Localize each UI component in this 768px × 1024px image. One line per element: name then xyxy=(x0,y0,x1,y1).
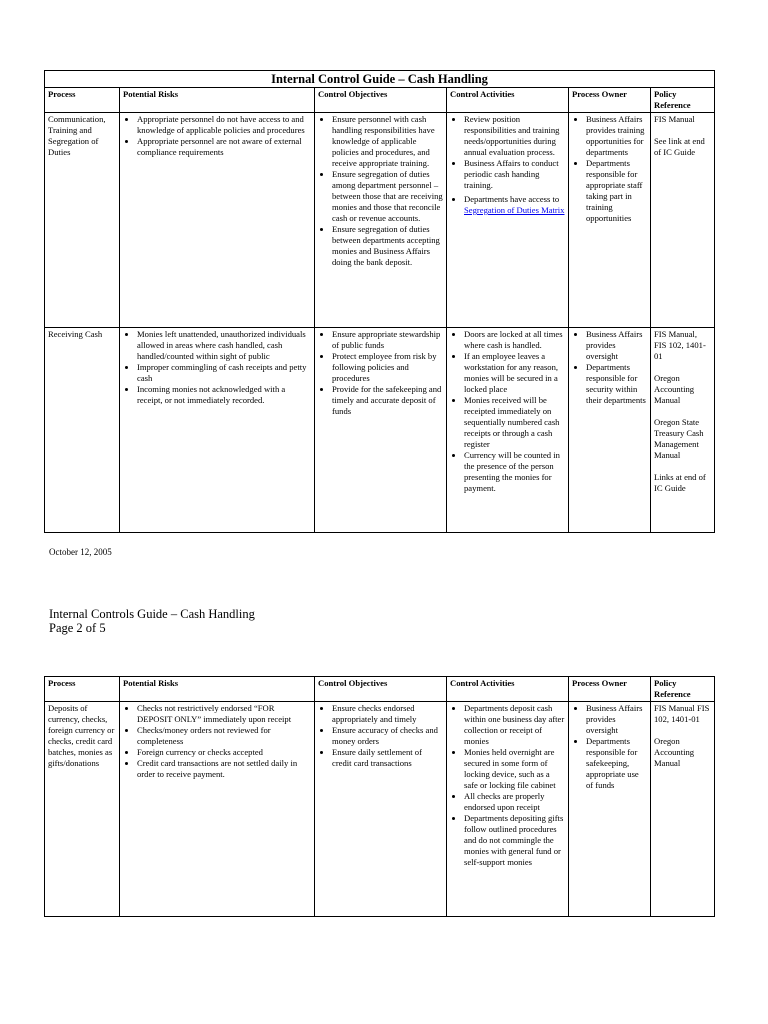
list-item: • Improper commingling of cash receipts and petty cash xyxy=(137,362,311,384)
table-title-row xyxy=(45,71,715,88)
list-item: • Departments responsible for appropriate staff taking part in training opportunities xyxy=(586,158,647,224)
objectives-cell xyxy=(315,113,447,328)
table-row xyxy=(45,328,715,533)
activities-cell xyxy=(447,702,569,917)
process-cell: Receiving Cash xyxy=(45,328,120,533)
segregation-matrix-link[interactable]: Segregation of Duties Matrix xyxy=(464,205,565,215)
policy-cell xyxy=(651,113,715,328)
risks-cell xyxy=(120,328,315,533)
list-item: • Currency will be counted in the presence of the person presenting the monies for payment. xyxy=(464,450,565,494)
column-header-process: Process xyxy=(45,677,120,702)
list-item: • Provide for the safekeeping and timely and accurate deposit of funds xyxy=(332,384,443,417)
objectives-cell xyxy=(315,702,447,917)
list-item: • Monies left unattended, unauthorized individuals allowed in areas where cash handled, cash handled/counted within sight of public xyxy=(137,329,311,362)
risks-cell xyxy=(120,113,315,328)
column-header-policy: Policy Reference xyxy=(651,88,715,113)
list-item: • Departments responsible for security within their departments xyxy=(586,362,647,406)
list-item: • Credit card transactions are not settled daily in order to receive payment. xyxy=(137,758,311,780)
document-date: October 12, 2005 xyxy=(49,547,112,557)
list-item: • Foreign currency or checks accepted xyxy=(137,747,311,758)
list-item: • Doors are locked at all times where cash is handled. xyxy=(464,329,565,351)
activities-cell xyxy=(447,328,569,533)
list-item: • Business Affairs provides oversight xyxy=(586,703,647,736)
owner-cell xyxy=(569,702,651,917)
list-item: • Review position responsibilities and training needs/opportunities during annual evaluation process. xyxy=(464,114,565,158)
owner-cell xyxy=(569,113,651,328)
list-item: • Ensure appropriate stewardship of public funds xyxy=(332,329,443,351)
column-header-risks: Potential Risks xyxy=(120,88,315,113)
policy-cell xyxy=(651,328,715,533)
list-item: • Ensure segregation of duties between departments accepting monies and Business Affairs doing the bank deposit. xyxy=(332,224,443,268)
list-item: • Departments depositing gifts follow outlined procedures and do not commingle the monies with general fund or self-support monies xyxy=(464,813,565,868)
list-item: • Monies held overnight are secured in some form of locking device, such as a safe or locking file cabinet xyxy=(464,747,565,791)
list-item: • Ensure daily settlement of credit card transactions xyxy=(332,747,443,769)
policy-line: FIS Manual, FIS 102, 1401-01 xyxy=(654,329,706,361)
table-header-row xyxy=(45,88,715,113)
list-item: • Business Affairs provides training opportunities for departments xyxy=(586,114,647,158)
list-item: • Appropriate personnel do not have access to and knowledge of applicable policies and procedures xyxy=(137,114,311,136)
process-cell: Deposits of currency, checks, foreign currency or checks, credit card batches, monies as gifts/donations xyxy=(45,702,120,917)
policy-line: Links at end of IC Guide xyxy=(654,472,706,493)
list-item: • Monies received will be receipted immediately on sequentially numbered cash receipts or through a cash register xyxy=(464,395,565,450)
column-header-activities: Control Activities xyxy=(447,677,569,702)
list-item: • Ensure personnel with cash handling responsibilities have knowledge of applicable policies and procedures, and receive appropriate training. xyxy=(332,114,443,169)
matrix-link-prefix: Departments have access to xyxy=(464,194,560,204)
list-item: • Appropriate personnel are not aware of external compliance requirements xyxy=(137,136,311,158)
control-guide-table-2 xyxy=(44,676,715,917)
table-header-row xyxy=(45,677,715,702)
list-item: • Business Affairs provides oversight xyxy=(586,329,647,362)
table-row xyxy=(45,702,715,917)
column-header-process: Process xyxy=(45,88,120,113)
list-item: • Ensure checks endorsed appropriately and timely xyxy=(332,703,443,725)
policy-line: See link at end of IC Guide xyxy=(654,136,705,157)
table-title: Internal Control Guide – Cash Handling xyxy=(45,71,715,88)
list-item xyxy=(464,194,565,216)
list-item: • Checks not restrictively endorsed “FOR DEPOSIT ONLY” immediately upon receipt xyxy=(137,703,311,725)
running-header-title: Internal Controls Guide – Cash Handling xyxy=(49,607,255,621)
activities-cell xyxy=(447,113,569,328)
list-item: • Business Affairs to conduct periodic cash handing training. xyxy=(464,158,565,191)
policy-line: Oregon State Treasury Cash Management Manual xyxy=(654,417,704,460)
table-row xyxy=(45,113,715,328)
column-header-objectives: Control Objectives xyxy=(315,88,447,113)
list-item: • Ensure accuracy of checks and money orders xyxy=(332,725,443,747)
list-item: • Departments responsible for safekeeping, appropriate use of funds xyxy=(586,736,647,791)
risks-cell xyxy=(120,702,315,917)
column-header-owner: Process Owner xyxy=(569,677,651,702)
list-item: • Incoming monies not acknowledged with a receipt, or not immediately recorded. xyxy=(137,384,311,406)
list-item: • Protect employee from risk by following policies and procedures xyxy=(332,351,443,384)
policy-line: Oregon Accounting Manual xyxy=(654,373,695,405)
control-guide-table-1 xyxy=(44,70,715,533)
column-header-policy: Policy Reference xyxy=(651,677,715,702)
owner-cell xyxy=(569,328,651,533)
list-item: • All checks are properly endorsed upon receipt xyxy=(464,791,565,813)
list-item: • Checks/money orders not reviewed for completeness xyxy=(137,725,311,747)
objectives-cell xyxy=(315,328,447,533)
policy-cell xyxy=(651,702,715,917)
column-header-risks: Potential Risks xyxy=(120,677,315,702)
running-header xyxy=(49,607,255,635)
process-cell: Communication, Training and Segregation of Duties xyxy=(45,113,120,328)
column-header-owner: Process Owner xyxy=(569,88,651,113)
list-item: • If an employee leaves a workstation for any reason, monies will be secured in a locked place xyxy=(464,351,565,395)
policy-line: FIS Manual FIS 102, 1401-01 xyxy=(654,703,710,724)
list-item: • Ensure segregation of duties among department personnel – between those that are receiving monies and those that reconcile cash or revenue accounts. xyxy=(332,169,443,224)
page-number: Page 2 of 5 xyxy=(49,621,106,635)
list-item: • Departments deposit cash within one business day after collection or receipt of monies xyxy=(464,703,565,747)
policy-line: Oregon Accounting Manual xyxy=(654,736,695,768)
column-header-activities: Control Activities xyxy=(447,88,569,113)
column-header-objectives: Control Objectives xyxy=(315,677,447,702)
policy-line: FIS Manual xyxy=(654,114,695,124)
